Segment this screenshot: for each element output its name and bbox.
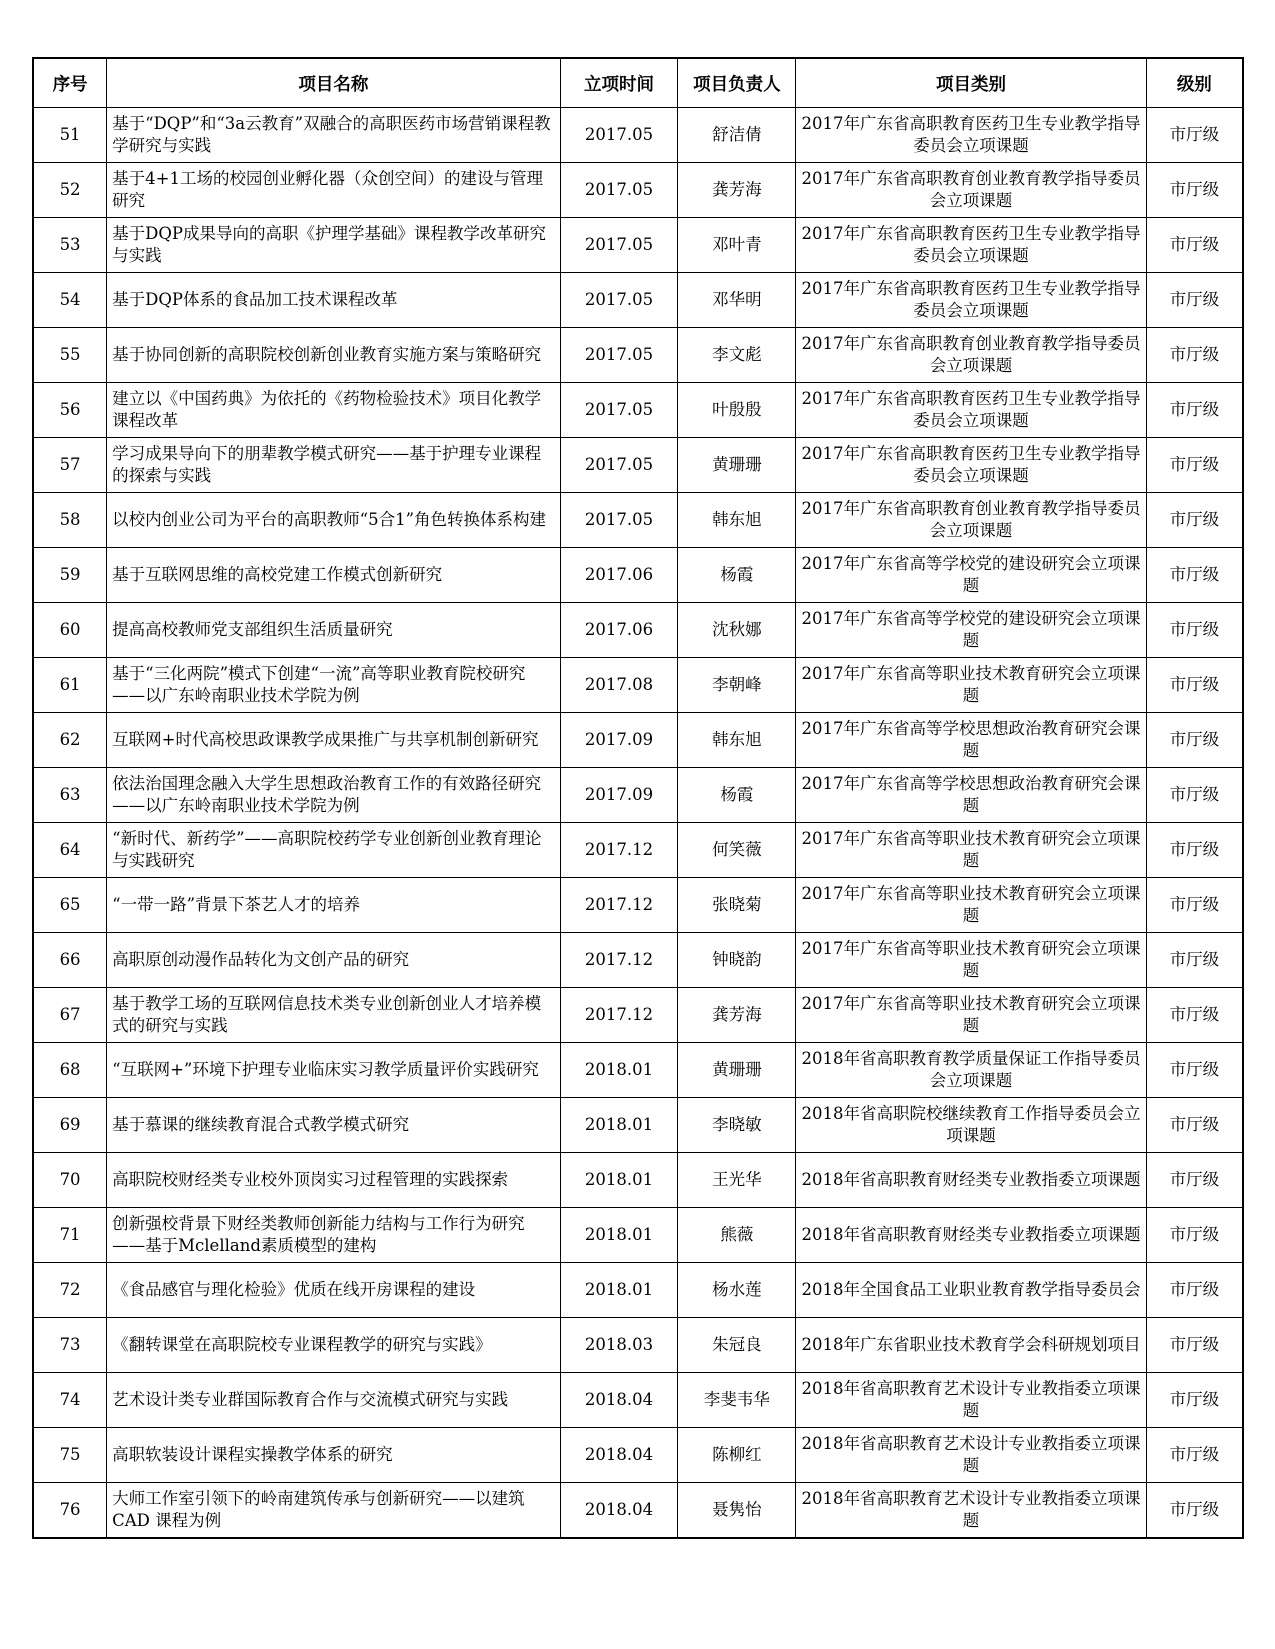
cell-project-name: 基于慕课的继续教育混合式教学模式研究 [107,1098,560,1153]
cell-leader: 韩东旭 [678,713,796,768]
cell-no: 76 [33,1483,107,1539]
cell-project-name: “互联网+”环境下护理专业临床实习教学质量评价实践研究 [107,1043,560,1098]
cell-date: 2017.05 [560,438,678,493]
cell-level: 市厅级 [1146,273,1243,328]
cell-no: 53 [33,218,107,273]
cell-project-name: 学习成果导向下的朋辈教学模式研究——基于护理专业课程的探索与实践 [107,438,560,493]
cell-no: 67 [33,988,107,1043]
cell-category: 2018年省高职教育艺术设计专业教指委立项课题 [796,1483,1146,1539]
table-row [33,933,1243,988]
cell-date: 2017.08 [560,658,678,713]
cell-category: 2017年广东省高等职业技术教育研究会立项课题 [796,878,1146,933]
cell-no: 74 [33,1373,107,1428]
table-row [33,1483,1243,1539]
cell-no: 59 [33,548,107,603]
cell-leader: 韩东旭 [678,493,796,548]
cell-date: 2017.05 [560,328,678,383]
cell-level: 市厅级 [1146,163,1243,218]
cell-level: 市厅级 [1146,328,1243,383]
cell-category: 2017年广东省高等学校思想政治教育研究会课题 [796,713,1146,768]
cell-level: 市厅级 [1146,548,1243,603]
cell-project-name: 基于协同创新的高职院校创新创业教育实施方案与策略研究 [107,328,560,383]
cell-category: 2017年广东省高职教育医药卫生专业教学指导委员会立项课题 [796,273,1146,328]
cell-no: 69 [33,1098,107,1153]
cell-level: 市厅级 [1146,1373,1243,1428]
cell-level: 市厅级 [1146,493,1243,548]
cell-project-name: 基于DQP体系的食品加工技术课程改革 [107,273,560,328]
cell-level: 市厅级 [1146,1483,1243,1539]
cell-date: 2017.12 [560,933,678,988]
cell-project-name: 互联网+时代高校思政课教学成果推广与共享机制创新研究 [107,713,560,768]
cell-project-name: 高职院校财经类专业校外顶岗实习过程管理的实践探索 [107,1153,560,1208]
cell-no: 73 [33,1318,107,1373]
cell-no: 63 [33,768,107,823]
table-row [33,823,1243,878]
cell-date: 2017.05 [560,493,678,548]
cell-level: 市厅级 [1146,1153,1243,1208]
cell-no: 60 [33,603,107,658]
cell-category: 2018年省高职院校继续教育工作指导委员会立项课题 [796,1098,1146,1153]
cell-leader: 邓华明 [678,273,796,328]
cell-category: 2018年广东省职业技术教育学会科研规划项目 [796,1318,1146,1373]
table-row [33,768,1243,823]
table-row [33,1098,1243,1153]
cell-category: 2017年广东省高职教育创业教育教学指导委员会立项课题 [796,163,1146,218]
cell-no: 68 [33,1043,107,1098]
cell-project-name: 高职软装设计课程实操教学体系的研究 [107,1428,560,1483]
cell-date: 2017.05 [560,218,678,273]
cell-project-name: 以校内创业公司为平台的高职教师“5合1”角色转换体系构建 [107,493,560,548]
cell-level: 市厅级 [1146,1043,1243,1098]
header-date: 立项时间 [560,58,678,108]
cell-project-name: “新时代、新药学”——高职院校药学专业创新创业教育理论与实践研究 [107,823,560,878]
cell-date: 2018.04 [560,1428,678,1483]
cell-no: 71 [33,1208,107,1263]
table-row [33,713,1243,768]
cell-date: 2018.01 [560,1043,678,1098]
table-row [33,108,1243,163]
cell-level: 市厅级 [1146,438,1243,493]
cell-level: 市厅级 [1146,218,1243,273]
cell-date: 2018.04 [560,1483,678,1539]
table-row [33,438,1243,493]
cell-category: 2017年广东省高等职业技术教育研究会立项课题 [796,933,1146,988]
cell-no: 70 [33,1153,107,1208]
cell-project-name: 大师工作室引领下的岭南建筑传承与创新研究——以建筑 CAD 课程为例 [107,1483,560,1539]
cell-level: 市厅级 [1146,1263,1243,1318]
cell-leader: 杨霞 [678,768,796,823]
cell-category: 2017年广东省高职教育医药卫生专业教学指导委员会立项课题 [796,438,1146,493]
cell-project-name: 提高高校教师党支部组织生活质量研究 [107,603,560,658]
cell-leader: 龚芳海 [678,163,796,218]
cell-no: 51 [33,108,107,163]
cell-date: 2017.05 [560,108,678,163]
cell-project-name: 基于教学工场的互联网信息技术类专业创新创业人才培养模式的研究与实践 [107,988,560,1043]
cell-leader: 叶殷殷 [678,383,796,438]
cell-date: 2017.06 [560,548,678,603]
cell-date: 2018.03 [560,1318,678,1373]
cell-category: 2017年广东省高等学校党的建设研究会立项课题 [796,548,1146,603]
cell-date: 2017.12 [560,823,678,878]
cell-project-name: 基于互联网思维的高校党建工作模式创新研究 [107,548,560,603]
cell-leader: 何笑薇 [678,823,796,878]
cell-level: 市厅级 [1146,658,1243,713]
table-row [33,1208,1243,1263]
cell-leader: 黄珊珊 [678,438,796,493]
cell-category: 2018年省高职教育财经类专业教指委立项课题 [796,1208,1146,1263]
header-row [33,58,1243,108]
cell-leader: 杨水莲 [678,1263,796,1318]
cell-no: 62 [33,713,107,768]
cell-category: 2017年广东省高职教育创业教育教学指导委员会立项课题 [796,328,1146,383]
cell-leader: 邓叶青 [678,218,796,273]
table-row [33,1428,1243,1483]
table-row [33,1153,1243,1208]
table-row [33,273,1243,328]
cell-leader: 聂隽怡 [678,1483,796,1539]
cell-no: 57 [33,438,107,493]
project-table [32,57,1244,1539]
cell-date: 2017.12 [560,988,678,1043]
cell-leader: 黄珊珊 [678,1043,796,1098]
cell-category: 2018年省高职教育艺术设计专业教指委立项课题 [796,1428,1146,1483]
cell-level: 市厅级 [1146,1098,1243,1153]
cell-level: 市厅级 [1146,768,1243,823]
cell-project-name: 高职原创动漫作品转化为文创产品的研究 [107,933,560,988]
cell-project-name: 基于DQP成果导向的高职《护理学基础》课程教学改革研究与实践 [107,218,560,273]
cell-category: 2017年广东省高等职业技术教育研究会立项课题 [796,988,1146,1043]
cell-category: 2017年广东省高职教育创业教育教学指导委员会立项课题 [796,493,1146,548]
header-no: 序号 [33,58,107,108]
cell-level: 市厅级 [1146,603,1243,658]
cell-category: 2017年广东省高等学校思想政治教育研究会课题 [796,768,1146,823]
table-row [33,1263,1243,1318]
table-body [33,108,1243,1539]
cell-category: 2017年广东省高职教育医药卫生专业教学指导委员会立项课题 [796,218,1146,273]
cell-category: 2017年广东省高等学校党的建设研究会立项课题 [796,603,1146,658]
cell-category: 2018年省高职教育教学质量保证工作指导委员会立项课题 [796,1043,1146,1098]
header-level: 级别 [1146,58,1243,108]
cell-project-name: 《食品感官与理化检验》优质在线开房课程的建设 [107,1263,560,1318]
cell-no: 54 [33,273,107,328]
cell-category: 2018年全国食品工业职业教育教学指导委员会 [796,1263,1146,1318]
cell-category: 2017年广东省高等职业技术教育研究会立项课题 [796,658,1146,713]
header-category: 项目类别 [796,58,1146,108]
cell-level: 市厅级 [1146,933,1243,988]
table-row [33,383,1243,438]
cell-level: 市厅级 [1146,713,1243,768]
cell-project-name: 《翻转课堂在高职院校专业课程教学的研究与实践》 [107,1318,560,1373]
cell-level: 市厅级 [1146,988,1243,1043]
cell-level: 市厅级 [1146,823,1243,878]
cell-date: 2017.12 [560,878,678,933]
table-row [33,163,1243,218]
table-row [33,603,1243,658]
cell-leader: 王光华 [678,1153,796,1208]
cell-project-name: 依法治国理念融入大学生思想政治教育工作的有效路径研究——以广东岭南职业技术学院为例 [107,768,560,823]
table-row [33,658,1243,713]
table-row [33,218,1243,273]
cell-date: 2017.05 [560,273,678,328]
cell-level: 市厅级 [1146,878,1243,933]
cell-no: 55 [33,328,107,383]
cell-no: 56 [33,383,107,438]
cell-leader: 朱冠良 [678,1318,796,1373]
table-row [33,1373,1243,1428]
cell-date: 2018.01 [560,1208,678,1263]
cell-no: 72 [33,1263,107,1318]
cell-project-name: “一带一路”背景下茶艺人才的培养 [107,878,560,933]
table-row [33,878,1243,933]
cell-category: 2017年广东省高职教育医药卫生专业教学指导委员会立项课题 [796,108,1146,163]
cell-date: 2017.05 [560,383,678,438]
cell-leader: 张晓菊 [678,878,796,933]
cell-project-name: 基于4+1工场的校园创业孵化器（众创空间）的建设与管理研究 [107,163,560,218]
header-leader: 项目负责人 [678,58,796,108]
cell-leader: 李斐韦华 [678,1373,796,1428]
cell-project-name: 创新强校背景下财经类教师创新能力结构与工作行为研究——基于Mclelland素质模型的建构 [107,1208,560,1263]
cell-category: 2017年广东省高职教育医药卫生专业教学指导委员会立项课题 [796,383,1146,438]
cell-no: 75 [33,1428,107,1483]
cell-level: 市厅级 [1146,108,1243,163]
cell-category: 2018年省高职教育财经类专业教指委立项课题 [796,1153,1146,1208]
header-name: 项目名称 [107,58,560,108]
cell-project-name: 基于“三化两院”模式下创建“一流”高等职业教育院校研究——以广东岭南职业技术学院为例 [107,658,560,713]
cell-date: 2017.06 [560,603,678,658]
cell-date: 2018.01 [560,1098,678,1153]
cell-project-name: 建立以《中国药典》为依托的《药物检验技术》项目化教学课程改革 [107,383,560,438]
cell-level: 市厅级 [1146,1318,1243,1373]
cell-leader: 沈秋娜 [678,603,796,658]
cell-leader: 李晓敏 [678,1098,796,1153]
cell-date: 2018.04 [560,1373,678,1428]
cell-category: 2017年广东省高等职业技术教育研究会立项课题 [796,823,1146,878]
cell-date: 2017.05 [560,163,678,218]
cell-project-name: 艺术设计类专业群国际教育合作与交流模式研究与实践 [107,1373,560,1428]
cell-leader: 杨霞 [678,548,796,603]
table-row [33,1318,1243,1373]
table-row [33,548,1243,603]
cell-leader: 龚芳海 [678,988,796,1043]
table-row [33,988,1243,1043]
cell-leader: 熊薇 [678,1208,796,1263]
cell-level: 市厅级 [1146,383,1243,438]
table-row [33,1043,1243,1098]
cell-no: 58 [33,493,107,548]
cell-date: 2017.09 [560,713,678,768]
cell-level: 市厅级 [1146,1208,1243,1263]
cell-project-name: 基于“DQP”和“3a云教育”双融合的高职医药市场营销课程教学研究与实践 [107,108,560,163]
cell-leader: 李朝峰 [678,658,796,713]
table-row [33,493,1243,548]
cell-no: 66 [33,933,107,988]
cell-date: 2018.01 [560,1153,678,1208]
cell-no: 64 [33,823,107,878]
cell-date: 2018.01 [560,1263,678,1318]
cell-date: 2017.09 [560,768,678,823]
cell-leader: 李文彪 [678,328,796,383]
cell-no: 65 [33,878,107,933]
cell-leader: 舒洁倩 [678,108,796,163]
cell-leader: 陈柳红 [678,1428,796,1483]
cell-category: 2018年省高职教育艺术设计专业教指委立项课题 [796,1373,1146,1428]
cell-no: 61 [33,658,107,713]
cell-level: 市厅级 [1146,1428,1243,1483]
cell-no: 52 [33,163,107,218]
cell-leader: 钟晓韵 [678,933,796,988]
table-row [33,328,1243,383]
